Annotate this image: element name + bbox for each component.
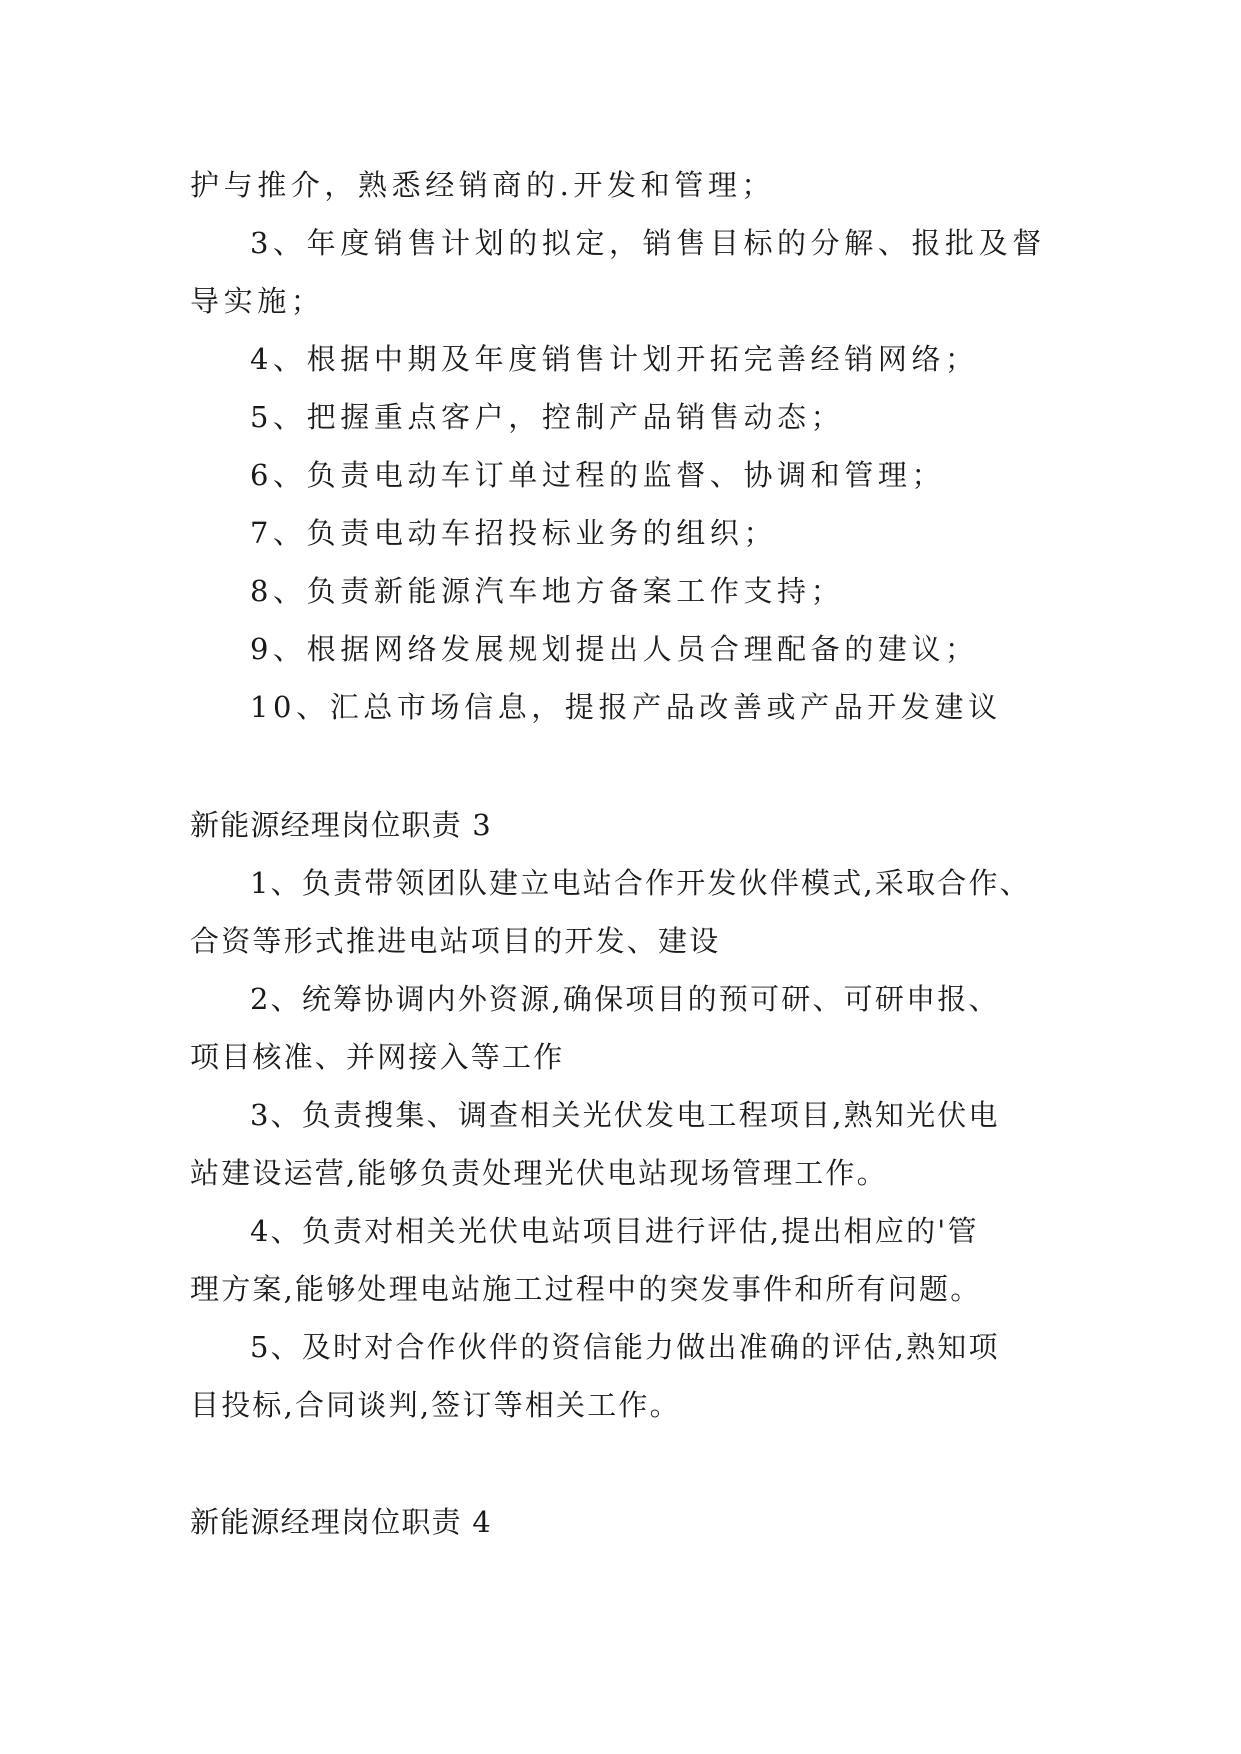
list-item: 4、根据中期及年度销售计划开拓完善经销网络； — [250, 342, 979, 376]
paragraph-line: 理方案,能够处理电站施工过程中的突发事件和所有问题。 — [190, 1272, 982, 1306]
paragraph-line: 目投标,合同谈判,签订等相关工作。 — [190, 1388, 681, 1422]
paragraph-line: 1、负责带领团队建立电站合作开发伙伴模式,采取合作、 — [250, 866, 1031, 900]
paragraph-line: 站建设运营,能够负责处理光伏电站现场管理工作。 — [190, 1156, 888, 1190]
list-item: 7、负责电动车招投标业务的组织； — [250, 516, 778, 550]
list-item: 6、负责电动车订单过程的监督、协调和管理； — [250, 458, 946, 492]
paragraph-line: 3、负责搜集、调查相关光伏发电工程项目,熟知光伏电 — [250, 1098, 1000, 1132]
paragraph-line: 2、统筹协调内外资源,确保项目的预可研、可研申报、 — [250, 982, 1000, 1016]
paragraph-line: 护与推介，熟悉经销商的.开发和管理； — [190, 168, 776, 202]
list-item: 9、根据网络发展规划提出人员合理配备的建议； — [250, 632, 979, 666]
paragraph-line: 项目核准、并网接入等工作 — [190, 1040, 565, 1074]
paragraph-line: 导实施； — [190, 284, 325, 318]
list-item: 10、汇总市场信息，提报产品改善或产品开发建议 — [250, 690, 1002, 724]
paragraph-line: 4、负责对相关光伏电站项目进行评估,提出相应的'管 — [250, 1214, 979, 1248]
section-heading: 新能源经理岗位职责 4 — [190, 1505, 492, 1539]
paragraph-line: 5、及时对合作伙伴的资信能力做出准确的评估,熟知项 — [250, 1330, 1000, 1364]
paragraph-line: 3、年度销售计划的拟定，销售目标的分解、报批及督 — [250, 226, 1046, 260]
list-item: 8、负责新能源汽车地方备案工作支持； — [250, 574, 845, 608]
paragraph-line: 合资等形式推进电站项目的开发、建设 — [190, 924, 721, 958]
list-item: 5、把握重点客户，控制产品销售动态； — [250, 400, 845, 434]
section-heading: 新能源经理岗位职责 3 — [190, 808, 492, 842]
